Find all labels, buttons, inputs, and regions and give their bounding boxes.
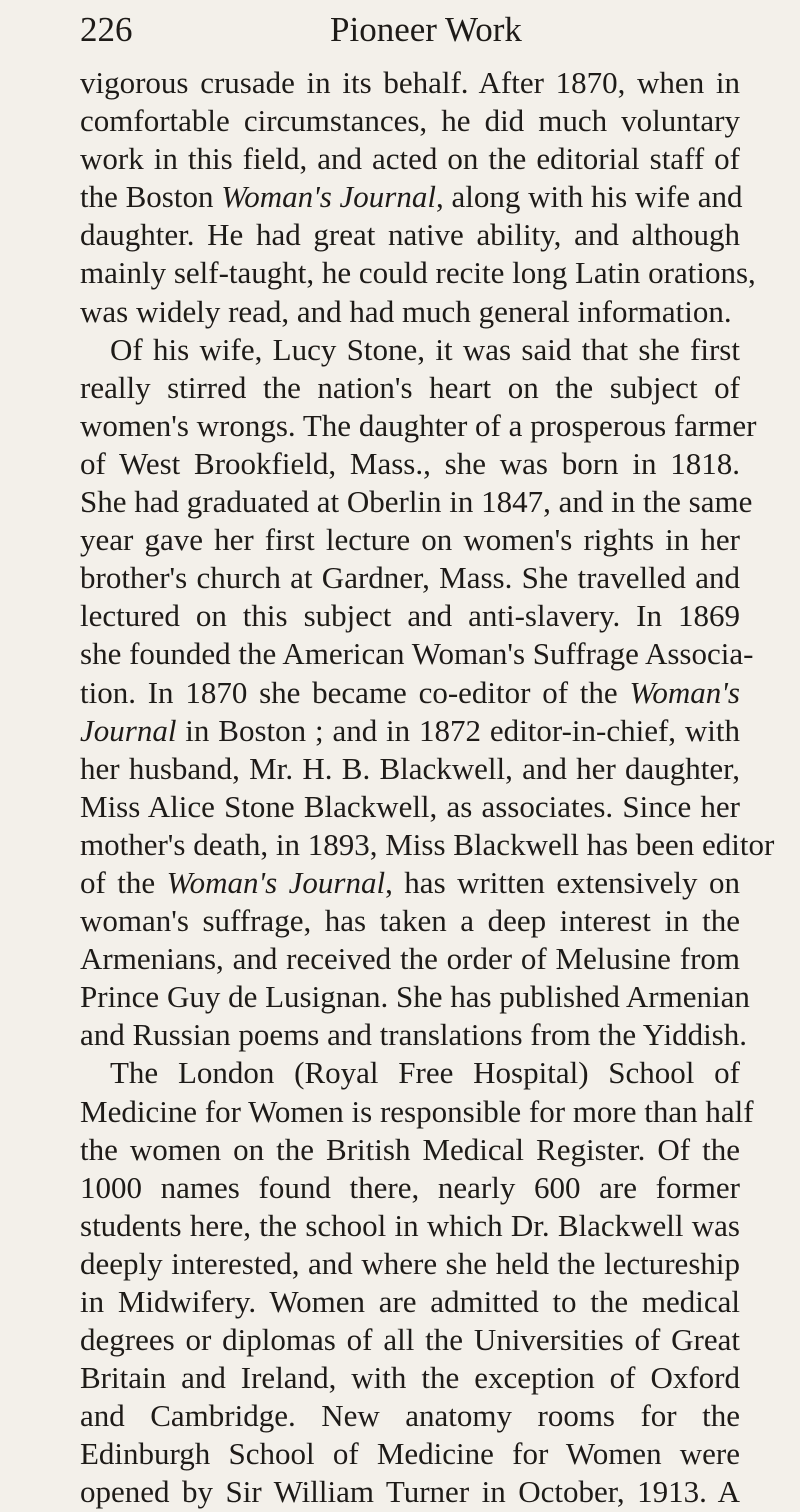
text-line: students here, the school in which Dr. Blackwell was [80, 1207, 740, 1243]
text-line: she founded the American Woman's Suffrage Associa- [80, 636, 754, 672]
text-line: year gave her first lecture on women's rights in her [80, 522, 740, 558]
running-head [80, 10, 740, 50]
running-title: Pioneer Work [330, 10, 522, 49]
text-line: in Midwifery. Women are admitted to the medical [80, 1284, 740, 1319]
text-line: lectured on this subject and anti-slavery. In 1869 [80, 598, 740, 634]
text-line: the Boston Woman's Journal, along with his wife and [80, 179, 743, 215]
text-line: the women on the British Medical Register. Of the [80, 1131, 740, 1167]
text-line: mother's death, in 1893, Miss Blackwell has been editor [80, 826, 775, 862]
body-text [80, 64, 775, 1512]
text-line: mainly self-taught, he could recite long Latin orations, [80, 255, 756, 291]
text-line: and Russian poems and translations from the Yiddish. [80, 1017, 747, 1053]
text-line: woman's suffrage, has taken a deep interest in the [80, 903, 740, 939]
text-line: was widely read, and had much general information. [80, 293, 732, 329]
text-line: comfortable circumstances, he did much voluntary [80, 103, 740, 139]
text-line: vigorous crusade in its behalf. After 1870, when in [80, 65, 740, 100]
text-line: women's wrongs. The daughter of a prosperous farmer [80, 407, 757, 443]
text-line: of the Woman's Journal, has written extensively on [80, 864, 741, 900]
text-line: Britain and Ireland, with the exception of Oxford [80, 1360, 740, 1396]
text-line: degrees or diplomas of all the Universities of Great [80, 1322, 740, 1358]
text-line: daughter. He had great native ability, and although [80, 217, 740, 253]
text-line: Prince Guy de Lusignan. She has published Armenian [80, 979, 750, 1015]
text-line: Journal in Boston ; and in 1872 editor-in-chief, with [80, 712, 740, 748]
text-line: brother's church at Gardner, Mass. She travelled and [80, 560, 740, 596]
text-line: her husband, Mr. H. B. Blackwell, and her daughter, [80, 750, 740, 786]
text-line: 1000 names found there, nearly 600 are former [80, 1169, 740, 1205]
text-line: She had graduated at Oberlin in 1847, and in the same [80, 484, 753, 520]
text-line: of West Brookfield, Mass., she was born in 1818. [80, 445, 740, 481]
text-line: really stirred the nation's heart on the subject of [80, 369, 740, 405]
text-line: The London (Royal Free Hospital) School of [110, 1055, 740, 1091]
text-line: tion. In 1870 she became co-editor of the Woman's [80, 674, 740, 710]
page-number: 226 [80, 10, 133, 49]
text-line: Armenians, and received the order of Melusine from [80, 941, 740, 977]
text-line: and Cambridge. New anatomy rooms for the [80, 1398, 740, 1434]
text-line: opened by Sir William Turner in October, 1913. A [80, 1474, 740, 1510]
text-line: Medicine for Women is responsible for more than half [80, 1093, 754, 1129]
text-line: Edinburgh School of Medicine for Women were [80, 1436, 740, 1472]
text-line: Of his wife, Lucy Stone, it was said that she first [110, 331, 740, 367]
text-line: work in this field, and acted on the editorial staff of [80, 141, 740, 177]
text-line: deeply interested, and where she held the lectureship [80, 1245, 740, 1281]
text-line: Miss Alice Stone Blackwell, as associates. Since her [80, 788, 740, 824]
